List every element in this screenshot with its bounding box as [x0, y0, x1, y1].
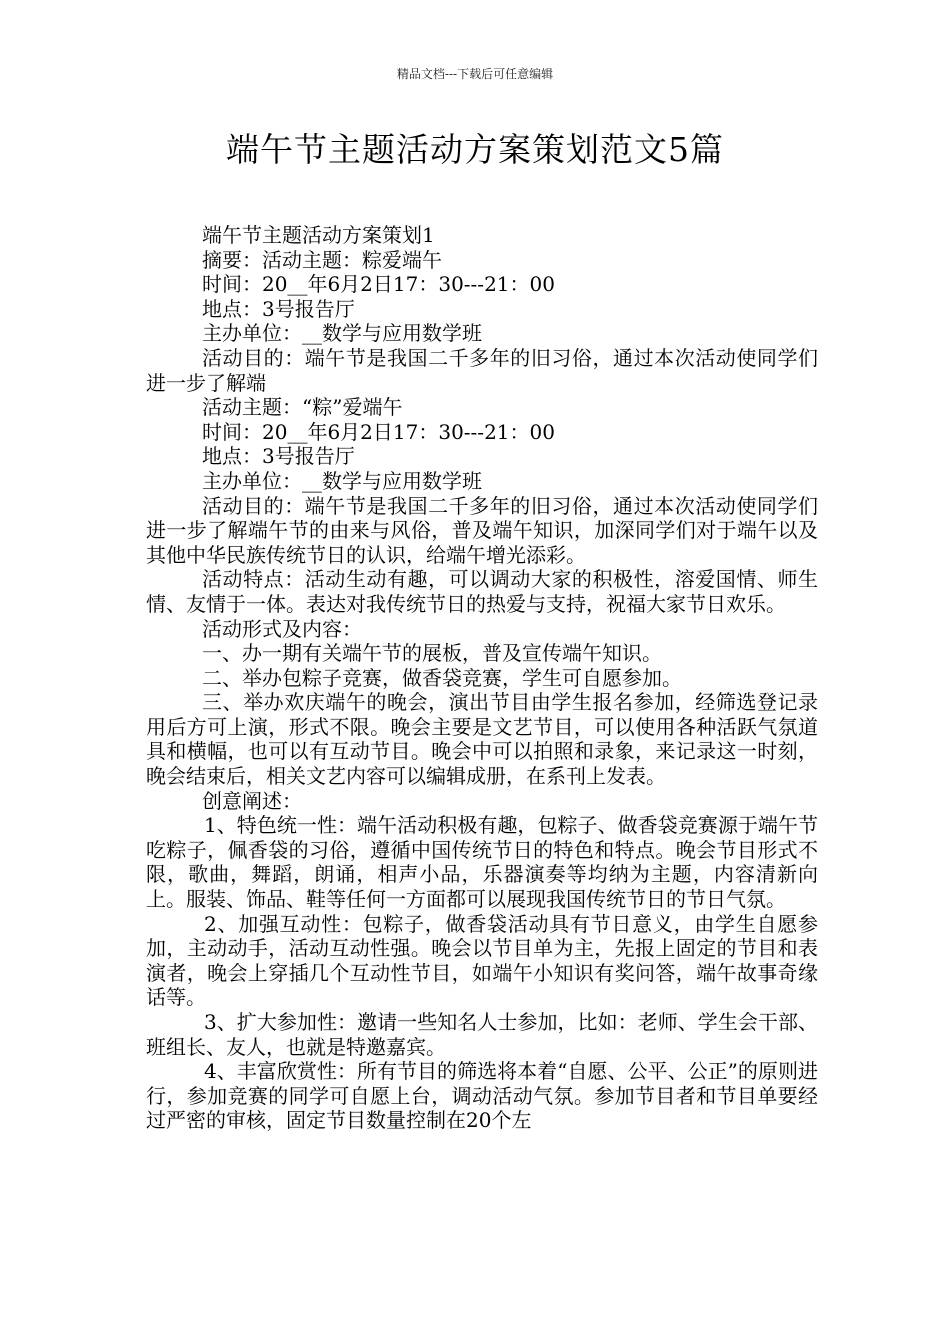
document-body — [146, 223, 818, 1133]
document-title: 端午节主题活动方案策划范文5篇 — [226, 130, 724, 169]
time-line: 时间：20__年6月2日17：30---21：00 — [202, 419, 555, 444]
list-item: 三、举办欢庆端午的晚会，演出节目由学生报名参加，经筛选登记录用后方可上演，形式不限。晚会主要是文艺节目，可以使用各种活跃气氛道具和横幅，也可以有互动节目。晚会中可以拍照和录象，来记录这一时刻，晚会结束后，相关文艺内容可以编辑成册，在系刊上发表。 — [146, 690, 818, 789]
organizer-line: 主办单位：__数学与应用数学班 — [202, 321, 482, 346]
purpose-paragraph: 活动目的：端午节是我国二千多年的旧习俗，通过本次活动使同学们进一步了解端午节的由来与风俗，普及端午知识，加深同学们对于端午以及其他中华民族传统节日的认识，给端午增光添彩。 — [146, 493, 818, 567]
numbered-paragraph: 2、加强互动性：包粽子，做香袋活动具有节日意义，由学生自愿参加，主动动手，活动互动性强。晚会以节目单为主，先报上固定的节目和表演者，晚会上穿插几个互动性节目，如端午小知识有奖问答，端午故事奇缘话等。 — [146, 911, 818, 1010]
location-line: 地点：3号报告厅 — [202, 444, 355, 469]
header-note: 精品文档---下载后可任意编辑 — [396, 67, 554, 81]
organizer-line: 主办单位：__数学与应用数学班 — [202, 468, 482, 493]
numbered-paragraph: 1、特色统一性：端午活动积极有趣，包粽子、做香袋竞赛源于端午节吃粽子，佩香袋的习俗，遵循中国传统节日的特色和特点。晚会节目形式不限，歌曲，舞蹈，朗诵，相声小品，乐器演奏等均纳为主题，内容清新向上。服装、饰品、鞋等任何一方面都可以展现我国传统节日的节日气氛。 — [146, 813, 818, 912]
section-heading: 端午节主题活动方案策划1 — [202, 223, 435, 247]
numbered-paragraph: 3、扩大参加性：邀请一些知名人士参加，比如：老师、学生会干部、班组长、友人，也就是特邀嘉宾。 — [146, 1010, 818, 1059]
numbered-paragraph: 4、丰富欣赏性：所有节目的筛选将本着“自愿、公平、公正”的原则进行，参加竞赛的同学可自愿上台，调动活动气氛。参加节目者和节目单要经过严密的审核，固定节目数量控制在20个左 — [146, 1059, 818, 1133]
time-line: 时间：20__年6月2日17：30---21：00 — [202, 272, 555, 297]
purpose-paragraph: 活动目的：端午节是我国二千多年的旧习俗，通过本次活动使同学们进一步了解端 — [146, 345, 818, 395]
theme-line: 活动主题：“粽”爱端午 — [202, 395, 403, 420]
list-item: 二、举办包粽子竞赛，做香袋竞赛，学生可自愿参加。 — [202, 665, 682, 690]
features-paragraph: 活动特点：活动生动有趣，可以调动大家的积极性，溶爱国情、师生情、友情于一体。表达对我传统节日的热爱与支持，祝福大家节日欢乐。 — [146, 567, 818, 616]
creative-heading: 创意阐述： — [202, 788, 302, 813]
summary-line: 摘要：活动主题：粽爱端午 — [202, 247, 442, 272]
location-line: 地点：3号报告厅 — [202, 296, 355, 321]
format-heading: 活动形式及内容： — [202, 616, 362, 641]
list-item: 一、办一期有关端午节的展板，普及宣传端午知识。 — [202, 641, 662, 666]
